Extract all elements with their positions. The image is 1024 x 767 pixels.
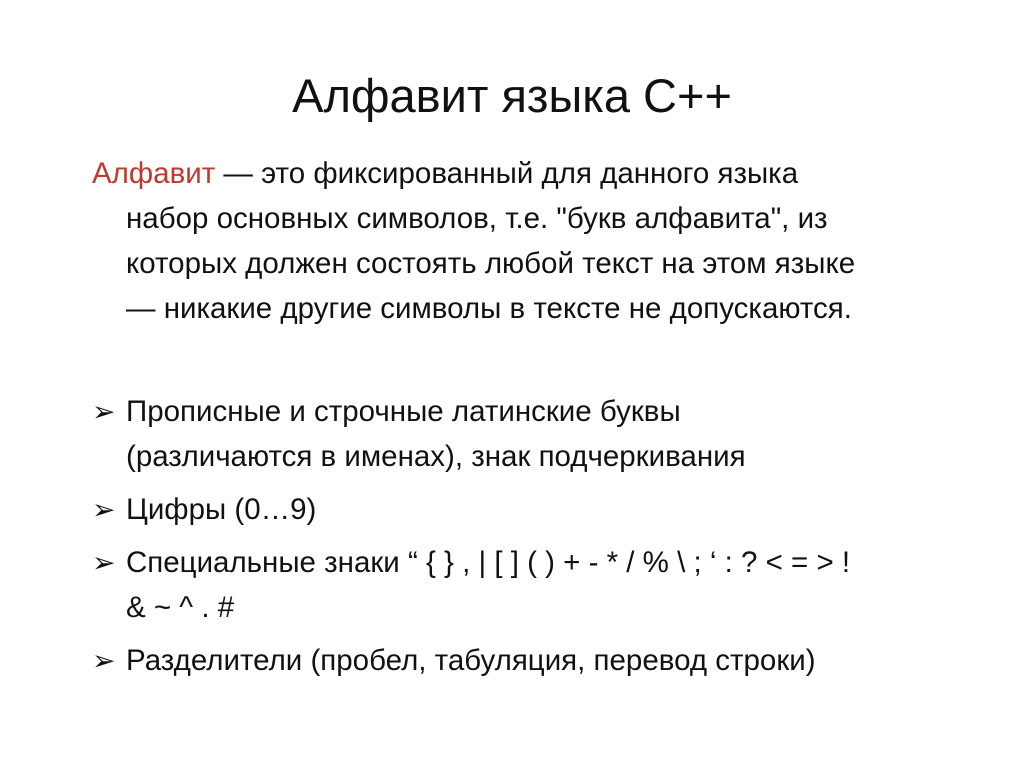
arrow-bullet-icon: ➢: [92, 396, 116, 427]
arrow-bullet-icon: ➢: [92, 547, 116, 578]
definition-line-1-rest: — это фиксированный для данного языка: [215, 157, 799, 190]
bullet-text-line: Цифры (0…9): [126, 493, 317, 526]
definition-paragraph: [92, 151, 992, 331]
bullet-text-line: (различаются в именах), знак подчеркивания: [126, 440, 746, 473]
definition-line-3: которых должен состоять любой текст на этом языке: [126, 247, 856, 280]
slide-title: Алфавит языка С++: [292, 69, 732, 122]
definition-term: Алфавит: [92, 157, 216, 190]
bullet-list: [92, 389, 1002, 691]
arrow-bullet-icon: ➢: [92, 645, 116, 676]
bullet-item-digits: [92, 487, 1002, 532]
arrow-bullet-icon: ➢: [92, 494, 116, 525]
bullet-item-letters: [92, 389, 1002, 479]
bullet-item-special-chars: [92, 540, 1002, 630]
bullet-text-line: Разделители (пробел, табуляция, перевод строки): [126, 644, 816, 677]
definition-line-4: — никакие другие символы в тексте не допускаются.: [126, 292, 852, 325]
definition-line-1: [92, 151, 992, 196]
bullet-item-separators: [92, 638, 1002, 683]
definition-line-2: набор основных символов, т.е. "букв алфавита", из: [126, 202, 828, 235]
bullet-text-line: Специальные знаки “ { } , | [ ] ( ) + - * / % \ ; ‘ : ? < = > !: [126, 546, 851, 579]
bullet-text-line: & ~ ^ . #: [126, 591, 235, 624]
bullet-text-line: Прописные и строчные латинские буквы: [126, 395, 681, 428]
